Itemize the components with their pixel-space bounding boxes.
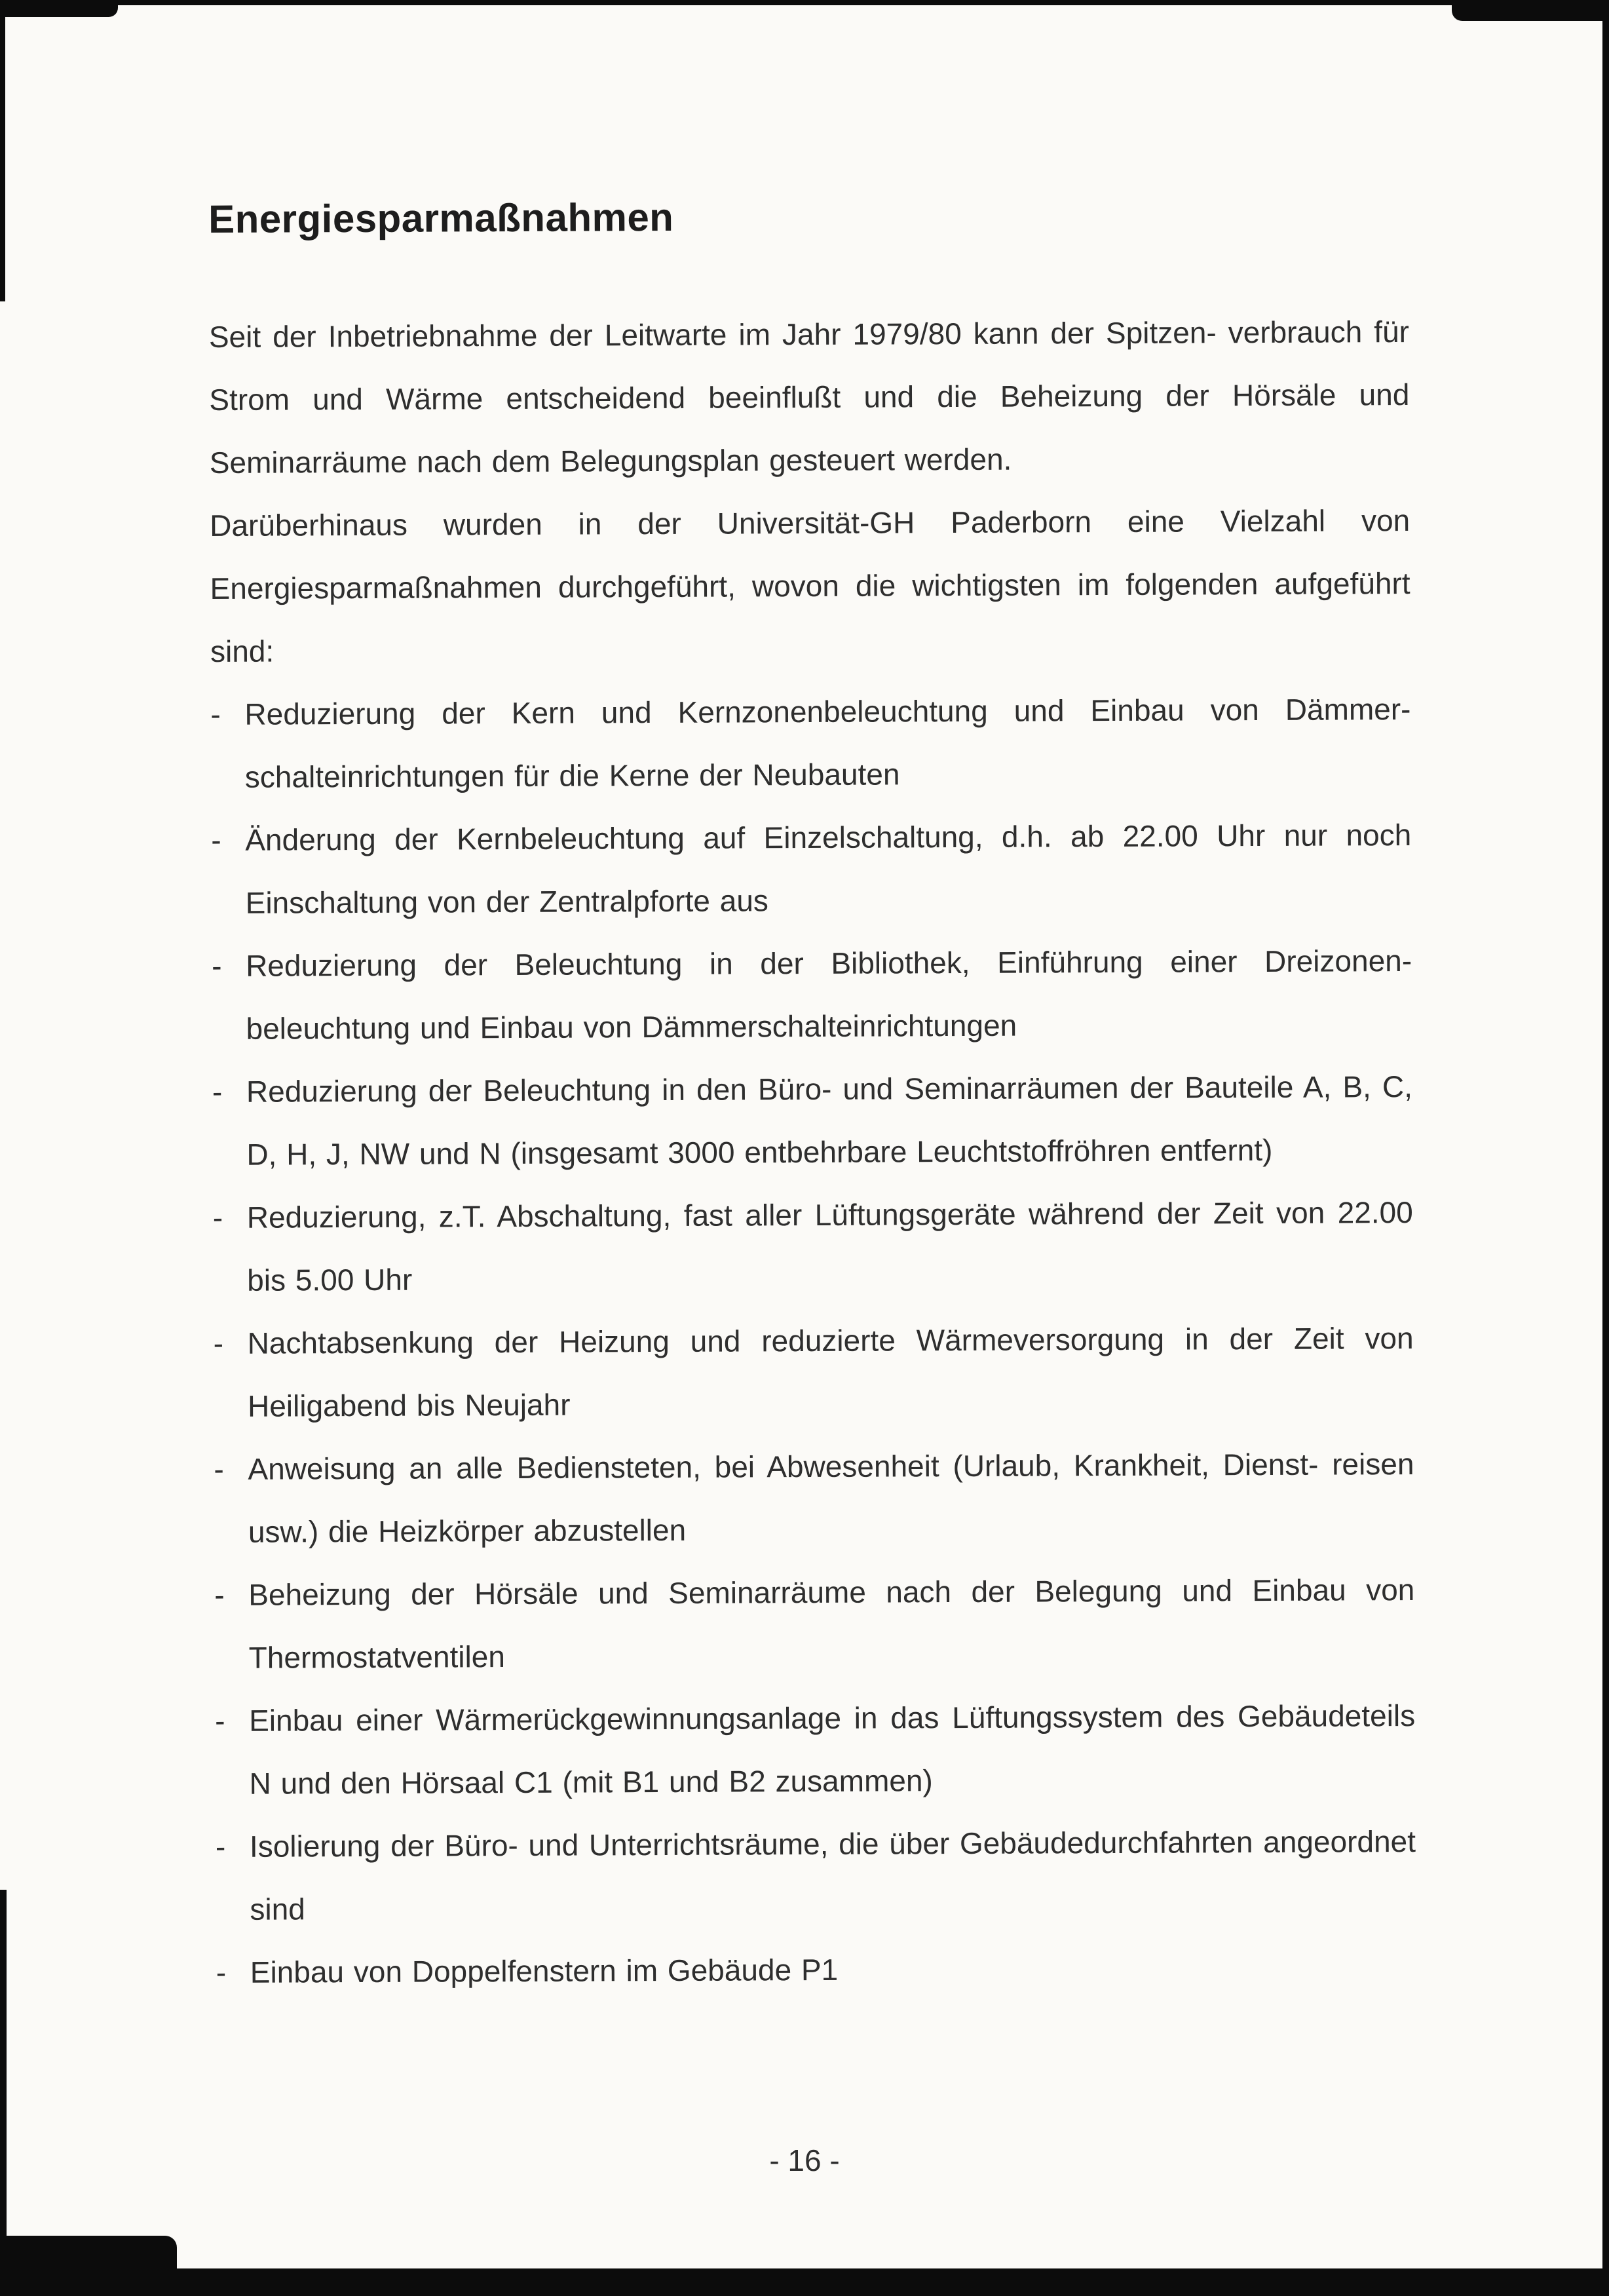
list-item [214, 1432, 1414, 1563]
list-item-text: Einbau einer Wärmerückgewinnungsanlage in das Lüftungssystem des Gebäudeteils N und den Hörsaal C1 (mit B1 und B2 zusammen) [249, 1698, 1416, 1801]
list-item [211, 803, 1412, 934]
document-content [208, 191, 1416, 2004]
list-item [212, 1055, 1413, 1186]
bullet-dash: - [210, 697, 221, 731]
scan-edge-top [0, 0, 1609, 5]
bullet-dash: - [215, 1703, 225, 1738]
page-number: - 16 - [769, 2143, 840, 2177]
scan-edge-left-bottom [0, 1890, 7, 2296]
paragraph-intro-1: Seit der Inbetriebnahme der Leitwarte im Jahr 1979/80 kann der Spitzen- verbrauch für Strom und Wärme entscheidend beeinflußt und die Beheizung der Hörsäle und Seminarräume nach dem Belegungsplan gesteuert werden. [208, 315, 1410, 480]
list-item-text: Änderung der Kernbeleuchtung auf Einzelschaltung, d.h. ab 22.00 Uhr nur noch Einschaltung von der Zentralpforte aus [245, 817, 1412, 920]
list-item [212, 929, 1412, 1060]
list-item [210, 678, 1411, 809]
measures-list [210, 678, 1416, 2004]
list-item-text: Reduzierung der Beleuchtung in der Bibliothek, Einführung einer Dreizonen- beleuchtung und Einbau von Dämmerschalteinrichtungen [246, 943, 1412, 1046]
list-item-text: Anweisung an alle Bediensteten, bei Abwesenheit (Urlaub, Krankheit, Dienst- reisen usw.) die Heizkörper abzustellen [248, 1446, 1414, 1549]
list-item-text: Reduzierung der Kern und Kernzonenbeleuchtung und Einbau von Dämmer- schalteinrichtungen für die Kerne der Neubauten [244, 691, 1411, 794]
scan-edge-left-top [0, 0, 5, 301]
list-item [214, 1558, 1415, 1689]
list-item-text: Reduzierung der Beleuchtung in den Büro- und Seminarräumen der Bauteile A, B, C, D, H, J, NW und N (insgesamt 3000 entbehrbare Leuchtstoffröhren entfernt) [246, 1069, 1413, 1172]
bullet-dash: - [212, 948, 222, 983]
list-item-text: Isolierung der Büro- und Unterrichtsräume, die über Gebäudedurchfahrten angeordnet sind [249, 1824, 1416, 1926]
list-item-text: Nachtabsenkung der Heizung und reduzierte Wärmeversorgung in der Zeit von Heiligabend bis Neujahr [247, 1320, 1414, 1423]
list-item [216, 1810, 1416, 1941]
list-item [216, 1936, 1416, 2004]
bullet-dash: - [211, 822, 221, 857]
bullet-dash: - [213, 1326, 224, 1360]
paragraph-intro-2: Darüberhinaus wurden in der Universität-GH Paderborn eine Vielzahl von Energiesparmaßnahmen durchgeführt, wovon die wichtigsten im folgenden aufgeführt sind: [210, 503, 1410, 668]
list-item [213, 1307, 1414, 1438]
bullet-dash: - [214, 1451, 224, 1486]
list-item [213, 1181, 1414, 1312]
bullet-dash: - [214, 1577, 225, 1612]
list-item [215, 1684, 1416, 1815]
scan-edge-right [1602, 0, 1609, 2296]
scan-edge-bottom-left [0, 2236, 177, 2296]
list-item-text: Beheizung der Hörsäle und Seminarräume nach der Belegung und Einbau von Thermostatventilen [248, 1572, 1415, 1675]
scan-edge-top-left [0, 0, 118, 17]
scan-edge-top-right [1452, 0, 1609, 21]
bullet-dash: - [212, 1074, 223, 1109]
list-item-text: Reduzierung, z.T. Abschaltung, fast aller Lüftungsgeräte während der Zeit von 22.00 bis 5.00 Uhr [246, 1195, 1413, 1297]
page-title: Energiesparmaßnahmen [208, 195, 674, 241]
bullet-dash: - [216, 1955, 227, 1989]
scan-edge-bottom [0, 2268, 1609, 2296]
bullet-dash: - [215, 1829, 226, 1864]
list-item-text: Einbau von Doppelfenstern im Gebäude P1 [250, 1952, 839, 1989]
bullet-dash: - [212, 1200, 223, 1234]
